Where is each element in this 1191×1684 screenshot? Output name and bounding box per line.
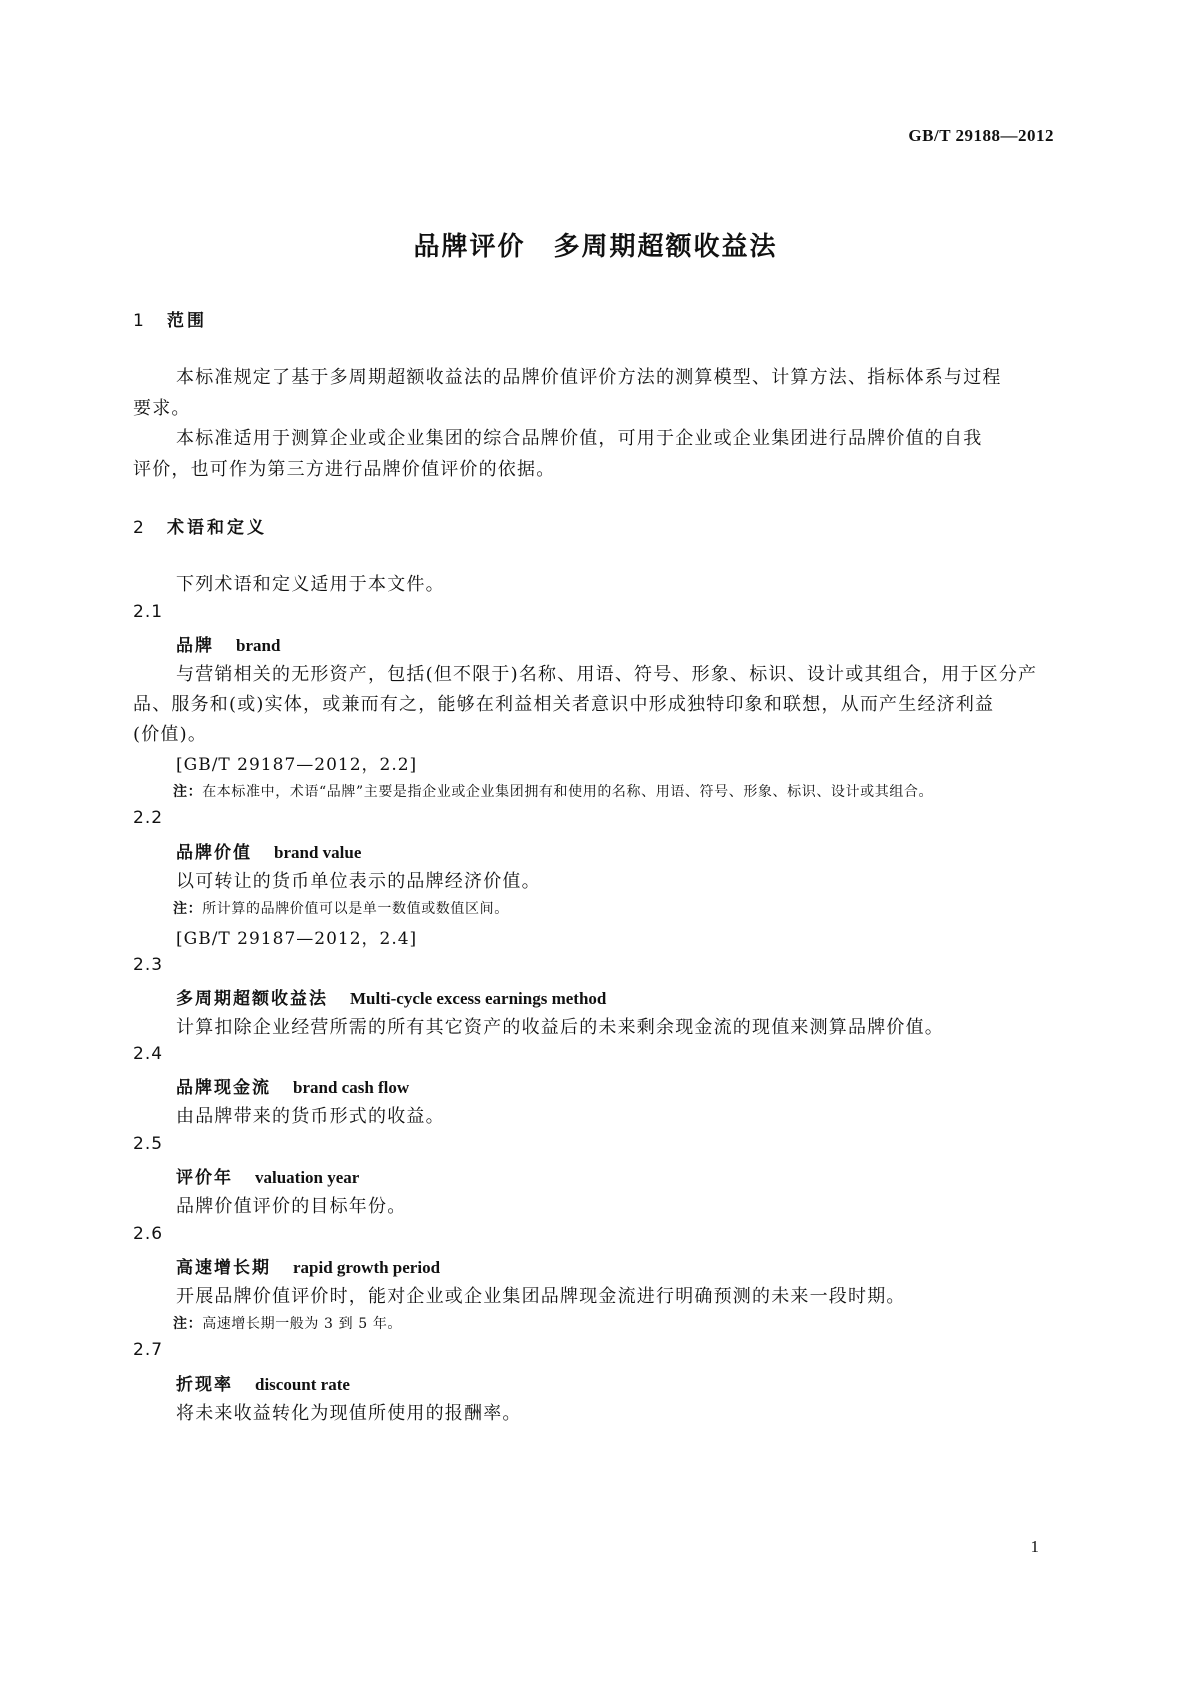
term-number: 2.6 (133, 1224, 164, 1244)
term-heading (176, 838, 361, 863)
term-definition: 开展品牌价值评价时，能对企业或企业集团品牌现金流进行明确预测的未来一段时期。 (176, 1286, 906, 1307)
term-en: discount rate (255, 1375, 350, 1394)
term-zh: 多周期超额收益法 (176, 989, 328, 1009)
note-text: 高速增长期一般为 3 到 5 年。 (202, 1316, 403, 1332)
section-number: 1 (133, 311, 144, 331)
term-note (173, 781, 933, 801)
page-number: 1 (1030, 1537, 1039, 1556)
term-heading (176, 631, 280, 656)
term-number: 2.3 (133, 955, 164, 975)
term-zh: 品牌 (176, 636, 214, 656)
note-text: 所计算的品牌价值可以是单一数值或数值区间。 (202, 901, 509, 917)
term-definition: 由品牌带来的货币形式的收益。 (176, 1106, 445, 1127)
note-label: 注： (173, 784, 203, 800)
scope-paragraph-1-line-1: 本标准规定了基于多周期超额收益法的品牌价值评价方法的测算模型、计算方法、指标体系与过程 (176, 367, 1002, 388)
term-en: Multi-cycle excess earnings method (350, 989, 607, 1008)
term-heading (176, 1370, 350, 1395)
term-zh: 高速增长期 (176, 1258, 271, 1278)
term-number: 2.4 (133, 1044, 164, 1064)
term-zh: 品牌价值 (176, 843, 252, 863)
note-label: 注： (173, 901, 203, 917)
term-definition-line-3: (价值)。 (133, 724, 208, 745)
term-number: 2.2 (133, 808, 164, 828)
term-heading (176, 984, 606, 1009)
term-definition: 将未来收益转化为现值所使用的报酬率。 (176, 1403, 522, 1424)
standard-number: GB/T 29188—2012 (908, 126, 1054, 145)
term-zh: 评价年 (176, 1168, 233, 1188)
term-zh: 品牌现金流 (176, 1078, 271, 1098)
section-title: 范围 (167, 311, 207, 331)
note-text: 在本标准中，术语“品牌”主要是指企业或企业集团拥有和使用的名称、用语、符号、形象、标识、设计或其组合。 (202, 784, 934, 800)
term-heading (176, 1073, 409, 1098)
document-title: 品牌评价 多周期超额收益法 (413, 232, 778, 262)
term-en: valuation year (255, 1168, 360, 1187)
section-title: 术语和定义 (167, 518, 267, 538)
term-zh: 折现率 (176, 1375, 233, 1395)
term-definition: 品牌价值评价的目标年份。 (176, 1196, 407, 1217)
section-number: 2 (133, 518, 144, 538)
terms-intro: 下列术语和定义适用于本文件。 (176, 574, 445, 595)
term-en: brand (236, 636, 281, 655)
term-definition-line-1: 与营销相关的无形资产，包括(但不限于)名称、用语、符号、形象、标识、设计或其组合，用于区分产 (176, 664, 1038, 685)
term-note (173, 1313, 402, 1333)
term-source: [GB/T 29187—2012，2.2] (176, 755, 418, 775)
scope-paragraph-1-line-2: 要求。 (133, 398, 191, 419)
term-source: [GB/T 29187—2012，2.4] (176, 929, 418, 949)
term-definition-line-2: 品、服务和(或)实体，或兼而有之，能够在利益相关者意识中形成独特印象和联想，从而产生经济利益 (133, 694, 995, 715)
section-heading-scope (133, 306, 207, 331)
term-number: 2.5 (133, 1134, 164, 1154)
term-note (173, 898, 509, 918)
note-label: 注： (173, 1316, 203, 1332)
scope-paragraph-2-line-2: 评价，也可作为第三方进行品牌价值评价的依据。 (133, 459, 556, 480)
term-number: 2.7 (133, 1340, 164, 1360)
term-definition: 以可转让的货币单位表示的品牌经济价值。 (176, 871, 541, 892)
term-definition: 计算扣除企业经营所需的所有其它资产的收益后的未来剩余现金流的现值来测算品牌价值。 (176, 1017, 944, 1038)
term-heading (176, 1163, 359, 1188)
term-en: brand value (274, 843, 362, 862)
term-number: 2.1 (133, 602, 164, 622)
scope-paragraph-2-line-1: 本标准适用于测算企业或企业集团的综合品牌价值，可用于企业或企业集团进行品牌价值的自我 (176, 428, 983, 449)
term-en: rapid growth period (293, 1258, 441, 1277)
section-heading-terms (133, 513, 267, 538)
term-en: brand cash flow (293, 1078, 410, 1097)
term-heading (176, 1253, 440, 1278)
